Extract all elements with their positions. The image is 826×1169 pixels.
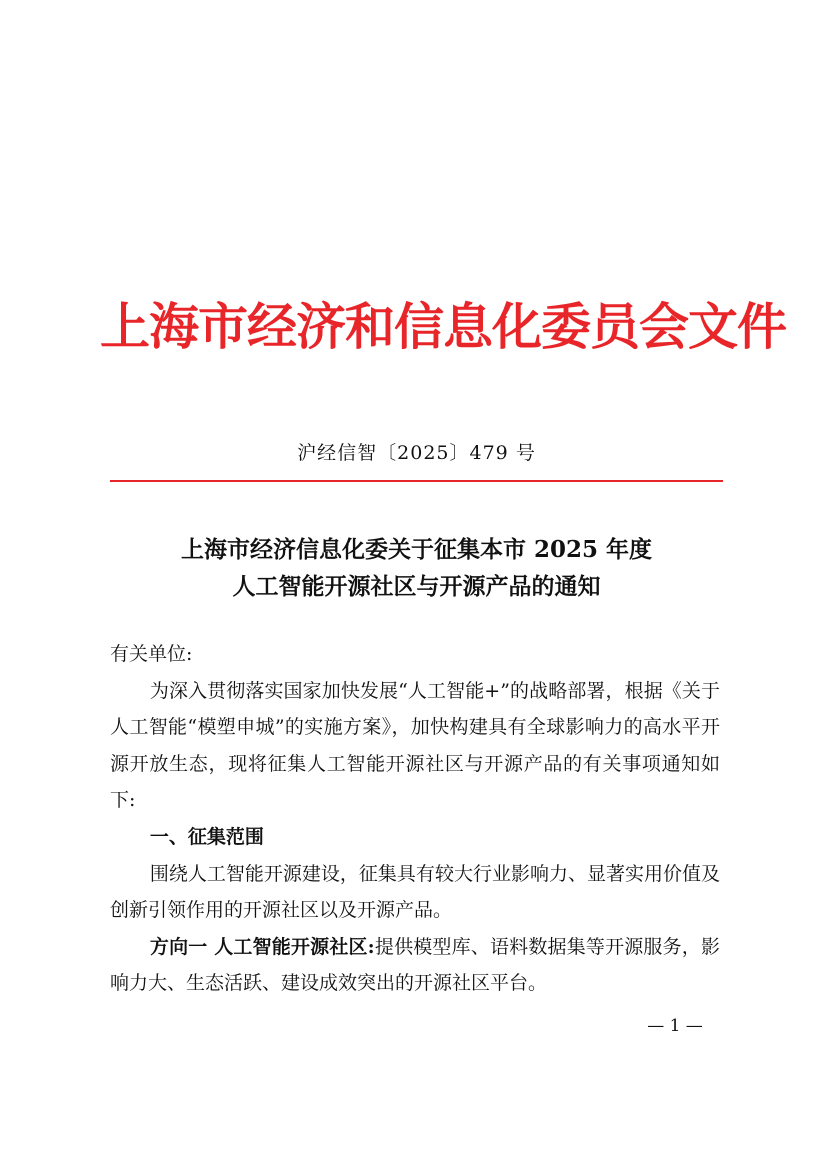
document-title-line-1: 上海市经济信息化委关于征集本市 2025 年度 — [180, 536, 653, 563]
document-title — [110, 531, 723, 605]
section-heading-scope: 一、征集范围 — [149, 825, 264, 848]
direction-one-text: 提供模型库、语料数据集等开源服务，影响力大、生态活跃、建设成效突出的开源社区平台。 — [110, 935, 720, 995]
document-body — [110, 636, 720, 1002]
page-number: — 1 — — [647, 1016, 703, 1036]
intro-paragraph: 为深入贯彻落实国家加快发展“人工智能+”的战略部署，根据《关于人工智能“模塑申城”的实施方案》，加快构建具有全球影响力的高水平开源开放生态，现将征集人工智能开源社区与开源产品的有关事项通知如下: — [110, 679, 720, 812]
direction-one-paragraph — [110, 929, 720, 1002]
salutation: 有关单位: — [110, 643, 193, 665]
document-number: 沪经信智〔2025〕479 号 — [297, 442, 536, 464]
red-divider-line — [110, 480, 723, 482]
scope-paragraph: 围绕人工智能开源建设，征集具有较大行业影响力、显著实用价值及创新引领作用的开源社区以及开源产品。 — [110, 862, 720, 922]
document-title-line-2: 人工智能开源社区与开源产品的通知 — [232, 573, 601, 600]
issuer-title: 上海市经济和信息化委员会文件 — [100, 297, 786, 356]
direction-one-lead: 方向一 人工智能开源社区: — [149, 935, 375, 958]
